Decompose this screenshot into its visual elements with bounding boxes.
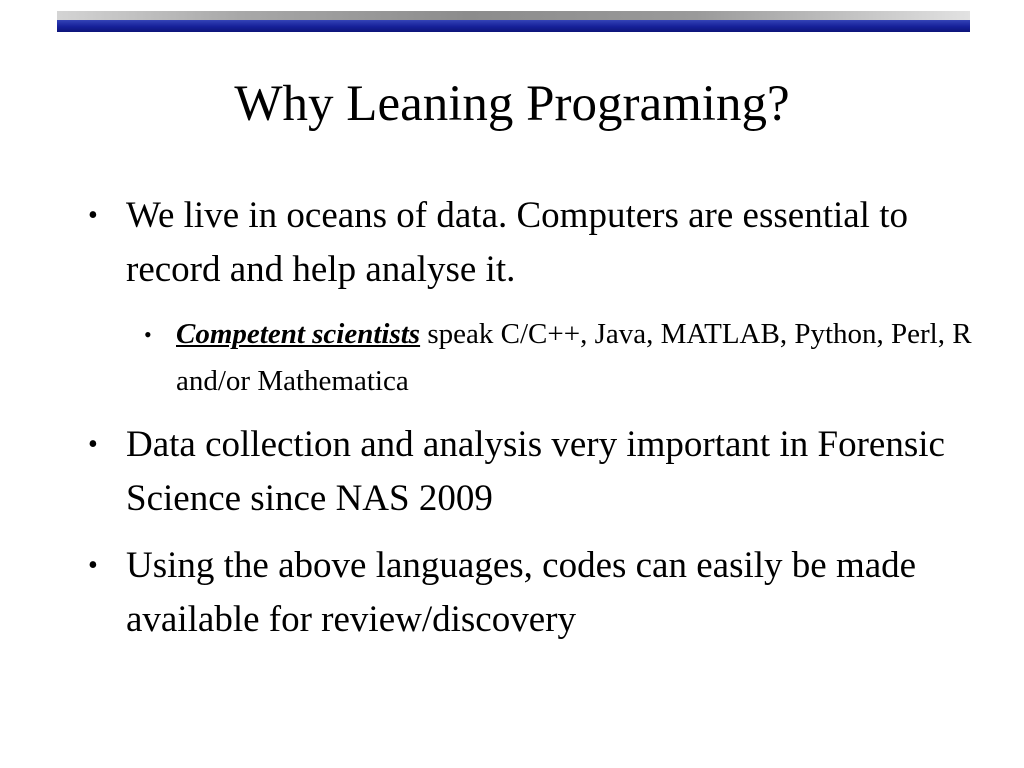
sub-bullet-item xyxy=(144,311,976,405)
bullet-marker: • xyxy=(88,550,98,581)
slide-title: Why Leaning Programing? xyxy=(234,76,790,132)
bullet-text: Using the above languages, codes can easily be made available for review/discovery xyxy=(126,545,917,640)
bullet-text: We live in oceans of data. Computers are essential to record and help analyse it. xyxy=(126,195,908,290)
bullet-text: Data collection and analysis very important in Forensic Science since NAS 2009 xyxy=(126,424,945,519)
emphasis-text: Competent scientists xyxy=(176,318,421,350)
bullet-marker: • xyxy=(88,429,98,460)
bullet-item xyxy=(88,418,1006,526)
bullet-item xyxy=(88,539,1006,647)
sub-bullet-marker: • xyxy=(144,322,152,347)
sub-bullet-text: speak C/C++, Java, MATLAB, Python, Perl, R and/or Mathematica xyxy=(176,318,972,397)
bullet-marker: • xyxy=(88,200,98,231)
bullet-item xyxy=(88,189,1006,297)
